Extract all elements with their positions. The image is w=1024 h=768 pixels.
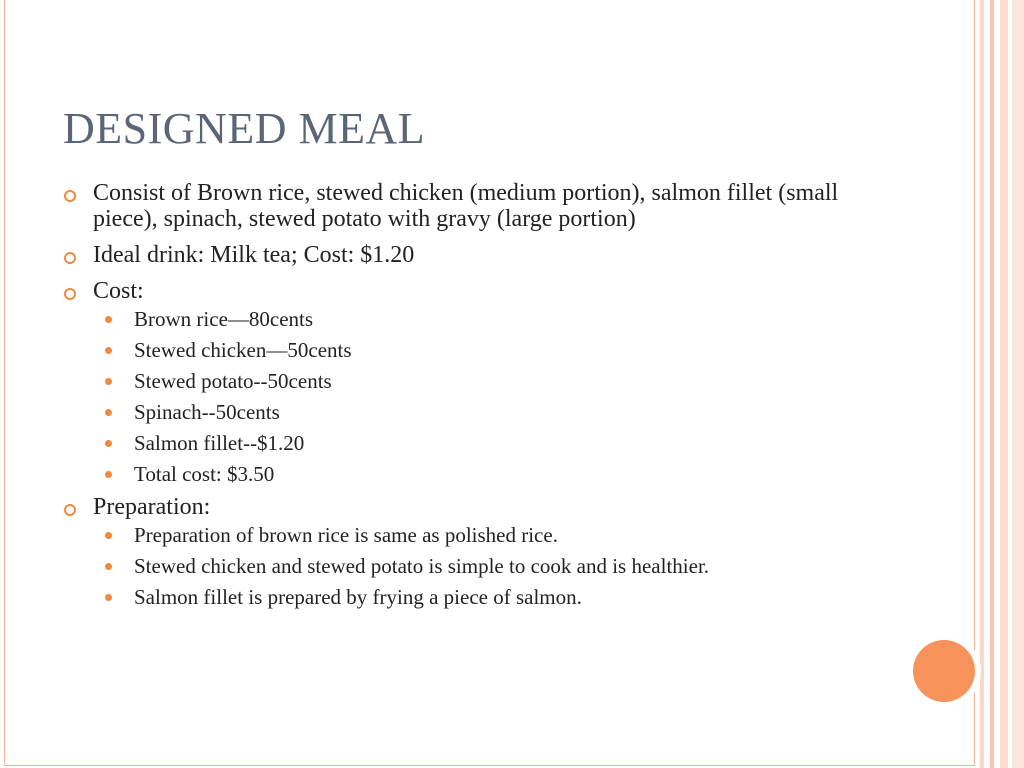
decorative-stripe [1012,0,1024,768]
bullet-text: Cost: [93,278,144,304]
bullet-text: Preparation: [93,494,211,520]
dot-bullet-icon [105,532,112,539]
list-item: Salmon fillet--$1.20 [63,432,863,455]
dot-bullet-icon [105,440,112,447]
preparation-sublist [63,524,863,609]
cost-sublist [63,308,863,486]
slide-title: DESIGNED MEAL [63,104,426,153]
list-item: Stewed chicken—50cents [63,339,863,362]
ring-bullet-icon [64,252,76,264]
bullet-text: Ideal drink: Milk tea; Cost: $1.20 [93,242,415,268]
dot-bullet-icon [105,471,112,478]
ring-bullet-icon [64,504,76,516]
bullet-meal-contents [63,180,863,232]
dot-bullet-icon [105,594,112,601]
dot-bullet-icon [105,563,112,570]
list-item: Stewed potato--50cents [63,370,863,393]
list-item: Salmon fillet is prepared by frying a piece of salmon. [63,586,863,609]
dot-bullet-icon [105,378,112,385]
bullet-cost [63,278,863,304]
list-item: Preparation of brown rice is same as polished rice. [63,524,863,547]
decorative-circle [913,640,975,702]
bullet-preparation [63,494,863,520]
list-item: Stewed chicken and stewed potato is simple to cook and is healthier. [63,555,863,578]
ring-bullet-icon [64,190,76,202]
dot-bullet-icon [105,316,112,323]
list-item: Total cost: $3.50 [63,463,863,486]
list-item: Spinach--50cents [63,401,863,424]
slide-content [63,180,863,617]
dot-bullet-icon [105,409,112,416]
bullet-text: Consist of Brown rice, stewed chicken (medium portion), salmon fillet (small piece), spinach, stewed potato with gravy (large portion) [93,180,839,232]
dot-bullet-icon [105,347,112,354]
decorative-stripe [1000,0,1008,768]
ring-bullet-icon [64,288,76,300]
list-item: Brown rice—80cents [63,308,863,331]
bullet-ideal-drink [63,242,863,268]
